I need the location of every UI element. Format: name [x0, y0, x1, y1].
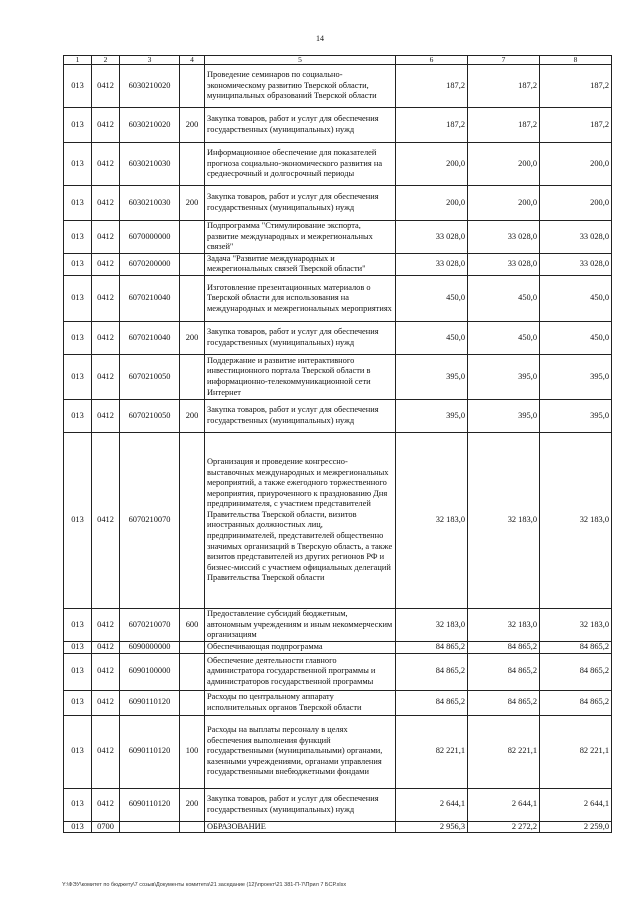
- cell-c3: 6070210040: [120, 321, 180, 354]
- cell-c5: Закупка товаров, работ и услуг для обеспечения государственных (муниципальных) нужд: [205, 186, 396, 221]
- cell-c4: [180, 275, 205, 321]
- cell-c1: 013: [64, 275, 92, 321]
- cell-c5: Закупка товаров, работ и услуг для обеспечения государственных (муниципальных) нужд: [205, 321, 396, 354]
- cell-c7: 450,0: [468, 321, 540, 354]
- table-row: [64, 821, 612, 833]
- cell-c7: 2 644,1: [468, 788, 540, 821]
- cell-c1: 013: [64, 821, 92, 833]
- cell-c8: 32 183,0: [540, 608, 612, 641]
- table-row: [64, 143, 612, 186]
- cell-c4: [180, 143, 205, 186]
- cell-c3: 6090110120: [120, 690, 180, 715]
- cell-c6: 187,2: [396, 65, 468, 108]
- cell-c6: 84 865,2: [396, 690, 468, 715]
- budget-table: [63, 55, 612, 833]
- cell-c6: 84 865,2: [396, 653, 468, 690]
- cell-c4: [180, 653, 205, 690]
- cell-c7: 187,2: [468, 108, 540, 143]
- cell-c7: 395,0: [468, 354, 540, 399]
- table-row: [64, 221, 612, 254]
- cell-c8: 32 183,0: [540, 432, 612, 608]
- cell-c7: 84 865,2: [468, 641, 540, 653]
- cell-c7: 187,2: [468, 65, 540, 108]
- cell-c7: 32 183,0: [468, 432, 540, 608]
- cell-c7: 395,0: [468, 399, 540, 432]
- cell-c4: [180, 65, 205, 108]
- cell-c8: 395,0: [540, 354, 612, 399]
- header-cell: 8: [540, 56, 612, 65]
- header-cell: 2: [92, 56, 120, 65]
- cell-c3: 6030210030: [120, 143, 180, 186]
- cell-c7: 200,0: [468, 186, 540, 221]
- cell-c4: [180, 432, 205, 608]
- file-path-footer: Y:\ФЭУ\комитет по бюджету\7 созыв\Документы комитета\21 заседание (12)\проект\21 381-П-7\Прил 7 БСР.xlsx: [62, 882, 347, 888]
- cell-c6: 200,0: [396, 143, 468, 186]
- cell-c7: 32 183,0: [468, 608, 540, 641]
- table-row: [64, 432, 612, 608]
- cell-c1: 013: [64, 399, 92, 432]
- cell-c2: 0412: [92, 715, 120, 788]
- cell-c5: Расходы по центральному аппарату исполнительных органов Тверской области: [205, 690, 396, 715]
- cell-c8: 2 259,0: [540, 821, 612, 833]
- cell-c6: 450,0: [396, 275, 468, 321]
- cell-c4: 200: [180, 399, 205, 432]
- cell-c3: 6070210050: [120, 354, 180, 399]
- cell-c2: 0412: [92, 65, 120, 108]
- cell-c1: 013: [64, 186, 92, 221]
- cell-c2: 0412: [92, 608, 120, 641]
- table-row: [64, 608, 612, 641]
- table-row: [64, 321, 612, 354]
- cell-c1: 013: [64, 354, 92, 399]
- cell-c3: 6030210020: [120, 108, 180, 143]
- table-row: [64, 653, 612, 690]
- cell-c2: 0412: [92, 186, 120, 221]
- cell-c2: 0412: [92, 432, 120, 608]
- cell-c3: 6070000000: [120, 221, 180, 254]
- cell-c3: 6070210070: [120, 608, 180, 641]
- cell-c6: 2 956,3: [396, 821, 468, 833]
- table-row: [64, 399, 612, 432]
- cell-c4: [180, 641, 205, 653]
- cell-c1: 013: [64, 65, 92, 108]
- cell-c8: 450,0: [540, 321, 612, 354]
- cell-c3: [120, 821, 180, 833]
- page-number: 14: [316, 34, 324, 43]
- cell-c7: 450,0: [468, 275, 540, 321]
- cell-c1: 013: [64, 788, 92, 821]
- cell-c4: [180, 690, 205, 715]
- cell-c1: 013: [64, 108, 92, 143]
- cell-c1: 013: [64, 653, 92, 690]
- cell-c7: 33 028,0: [468, 253, 540, 275]
- cell-c2: 0412: [92, 108, 120, 143]
- cell-c3: 6070210050: [120, 399, 180, 432]
- cell-c6: 82 221,1: [396, 715, 468, 788]
- table-row: [64, 65, 612, 108]
- cell-c6: 32 183,0: [396, 432, 468, 608]
- header-cell: 1: [64, 56, 92, 65]
- cell-c5: Организация и проведение конгрессно-выставочных международных и межрегиональных мероприятий, а также ежегодного торжественного мероприятия, приуроченного к празднованию Дня предпринимателя, с участием представителей Правительства Тверской области, визитов иностранных должностных лиц, предпринимателей, представителей общественно значимых организаций в Тверскую область, а также визитов представителей из других регионов РФ и бизнес-миссий с участием официальных делегаций Правительства Тверской области: [205, 432, 396, 608]
- cell-c5: Обеспечивающая подпрограмма: [205, 641, 396, 653]
- cell-c7: 82 221,1: [468, 715, 540, 788]
- cell-c5: Расходы на выплаты персоналу в целях обеспечения выполнения функций государственными (муниципальными) органами, казенными учреждениями, органами управления государственными внебюджетными фондами: [205, 715, 396, 788]
- cell-c6: 2 644,1: [396, 788, 468, 821]
- header-row: [64, 56, 612, 65]
- cell-c6: 200,0: [396, 186, 468, 221]
- cell-c3: 6070200000: [120, 253, 180, 275]
- cell-c2: 0412: [92, 653, 120, 690]
- cell-c4: [180, 221, 205, 254]
- cell-c1: 013: [64, 690, 92, 715]
- table-row: [64, 354, 612, 399]
- cell-c5: Информационное обеспечение для показателей прогноза социально-экономического развития на среднесрочный и долгосрочный периоды: [205, 143, 396, 186]
- header-cell: 7: [468, 56, 540, 65]
- cell-c8: 84 865,2: [540, 653, 612, 690]
- cell-c6: 33 028,0: [396, 253, 468, 275]
- cell-c1: 013: [64, 641, 92, 653]
- cell-c4: 100: [180, 715, 205, 788]
- cell-c2: 0412: [92, 354, 120, 399]
- cell-c5: Изготовление презентационных материалов о Тверской области для использования на международных и межрегиональных мероприятиях: [205, 275, 396, 321]
- header-cell: 4: [180, 56, 205, 65]
- cell-c8: 33 028,0: [540, 221, 612, 254]
- table-row: [64, 788, 612, 821]
- cell-c3: 6090110120: [120, 715, 180, 788]
- cell-c5: ОБРАЗОВАНИЕ: [205, 821, 396, 833]
- cell-c6: 84 865,2: [396, 641, 468, 653]
- cell-c2: 0412: [92, 788, 120, 821]
- cell-c6: 33 028,0: [396, 221, 468, 254]
- cell-c4: 200: [180, 788, 205, 821]
- cell-c5: Закупка товаров, работ и услуг для обеспечения государственных (муниципальных) нужд: [205, 108, 396, 143]
- cell-c7: 84 865,2: [468, 690, 540, 715]
- cell-c8: 2 644,1: [540, 788, 612, 821]
- cell-c2: 0412: [92, 641, 120, 653]
- cell-c4: 200: [180, 186, 205, 221]
- cell-c8: 84 865,2: [540, 690, 612, 715]
- cell-c1: 013: [64, 608, 92, 641]
- cell-c8: 200,0: [540, 186, 612, 221]
- table-row: [64, 186, 612, 221]
- cell-c4: [180, 354, 205, 399]
- cell-c4: 600: [180, 608, 205, 641]
- cell-c2: 0412: [92, 143, 120, 186]
- cell-c1: 013: [64, 321, 92, 354]
- cell-c3: 6070210070: [120, 432, 180, 608]
- cell-c7: 200,0: [468, 143, 540, 186]
- cell-c5: Предоставление субсидий бюджетным, автономным учреждениям и иным некоммерческим организациям: [205, 608, 396, 641]
- cell-c8: 187,2: [540, 65, 612, 108]
- cell-c8: 82 221,1: [540, 715, 612, 788]
- cell-c5: Поддержание и развитие интерактивного инвестиционного портала Тверской области в информационно-телекоммуникационной сети Интернет: [205, 354, 396, 399]
- cell-c3: 6030210020: [120, 65, 180, 108]
- cell-c3: 6070210040: [120, 275, 180, 321]
- cell-c1: 013: [64, 253, 92, 275]
- cell-c3: 6090100000: [120, 653, 180, 690]
- cell-c8: 187,2: [540, 108, 612, 143]
- cell-c3: 6090000000: [120, 641, 180, 653]
- cell-c8: 450,0: [540, 275, 612, 321]
- header-cell: 3: [120, 56, 180, 65]
- cell-c6: 395,0: [396, 354, 468, 399]
- cell-c3: 6090110120: [120, 788, 180, 821]
- cell-c4: [180, 821, 205, 833]
- cell-c8: 84 865,2: [540, 641, 612, 653]
- cell-c5: Проведение семинаров по социально-экономическому развитию Тверской области, муниципальных образований Тверской области: [205, 65, 396, 108]
- cell-c1: 013: [64, 221, 92, 254]
- cell-c6: 187,2: [396, 108, 468, 143]
- cell-c8: 395,0: [540, 399, 612, 432]
- table-row: [64, 108, 612, 143]
- cell-c2: 0412: [92, 221, 120, 254]
- table-row: [64, 253, 612, 275]
- cell-c1: 013: [64, 143, 92, 186]
- cell-c5: Подпрограмма "Стимулирование экспорта, развитие международных и межрегиональных связей": [205, 221, 396, 254]
- cell-c5: Закупка товаров, работ и услуг для обеспечения государственных (муниципальных) нужд: [205, 788, 396, 821]
- cell-c4: [180, 253, 205, 275]
- cell-c2: 0412: [92, 321, 120, 354]
- cell-c6: 395,0: [396, 399, 468, 432]
- cell-c5: Закупка товаров, работ и услуг для обеспечения государственных (муниципальных) нужд: [205, 399, 396, 432]
- cell-c1: 013: [64, 715, 92, 788]
- cell-c2: 0412: [92, 253, 120, 275]
- header-cell: 6: [396, 56, 468, 65]
- cell-c2: 0412: [92, 399, 120, 432]
- cell-c2: 0412: [92, 275, 120, 321]
- cell-c5: Обеспечение деятельности главного администратора государственной программы и администраторов государственной программы: [205, 653, 396, 690]
- cell-c5: Задача "Развитие международных и межрегиональных связей Тверской области": [205, 253, 396, 275]
- table-row: [64, 275, 612, 321]
- cell-c1: 013: [64, 432, 92, 608]
- cell-c7: 33 028,0: [468, 221, 540, 254]
- table-row: [64, 641, 612, 653]
- cell-c6: 32 183,0: [396, 608, 468, 641]
- table-row: [64, 715, 612, 788]
- cell-c4: 200: [180, 321, 205, 354]
- cell-c7: 84 865,2: [468, 653, 540, 690]
- cell-c8: 33 028,0: [540, 253, 612, 275]
- cell-c6: 450,0: [396, 321, 468, 354]
- cell-c3: 6030210030: [120, 186, 180, 221]
- cell-c2: 0700: [92, 821, 120, 833]
- cell-c4: 200: [180, 108, 205, 143]
- cell-c7: 2 272,2: [468, 821, 540, 833]
- cell-c8: 200,0: [540, 143, 612, 186]
- header-cell: 5: [205, 56, 396, 65]
- table-row: [64, 690, 612, 715]
- cell-c2: 0412: [92, 690, 120, 715]
